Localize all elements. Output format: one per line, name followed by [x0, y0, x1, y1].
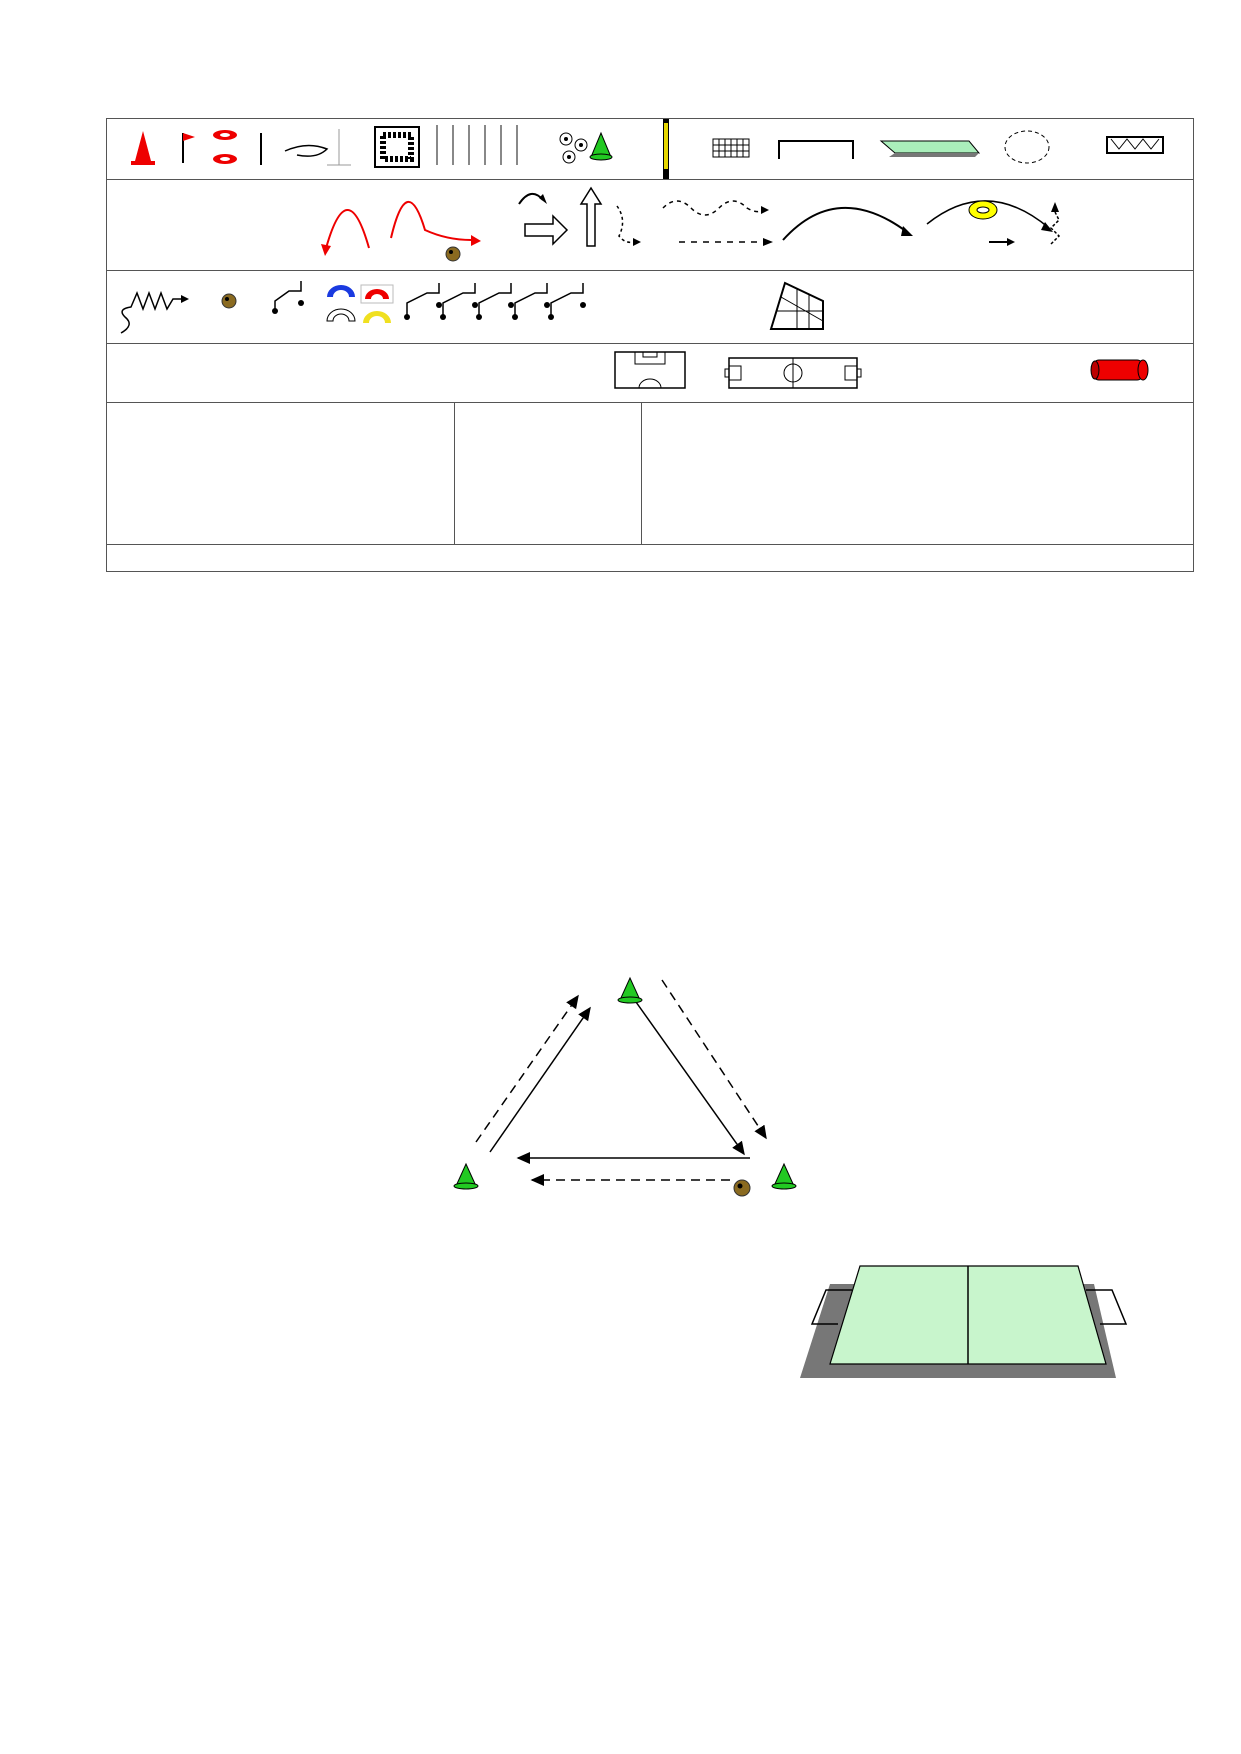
corner-flag-icon: [183, 133, 195, 163]
yellow-pole-icon: [663, 119, 669, 179]
net-icon: [713, 139, 749, 157]
line-icons: [107, 180, 1193, 270]
info-col-trainer: [107, 403, 455, 544]
legend-row-equipment: [107, 119, 1193, 180]
training-info: [107, 403, 1193, 545]
cone-icon: [131, 131, 155, 165]
mannequin-wall-icon: [375, 127, 419, 167]
hurdle-icon: [285, 145, 327, 156]
rebounder-net-icon: [771, 283, 823, 329]
outline-arrow-right-icon: [525, 216, 567, 244]
yellow-dome-icon: [363, 311, 391, 323]
dashed-wave-icon: [663, 201, 763, 215]
full-pitch-icon: [725, 358, 861, 388]
dotted-hook-icon: [617, 206, 635, 242]
small-sided-game-field: [790, 1262, 1140, 1392]
zone-circle-icon: [1005, 131, 1049, 163]
pass-arc-icon: [783, 208, 907, 240]
triangle-drill-diagram: [440, 940, 880, 1210]
ball-icon: [222, 294, 236, 308]
cone-icon: [618, 978, 642, 1003]
player-icons: [107, 271, 1193, 343]
speed-ladder-icon: [437, 125, 517, 165]
white-dome-icon: [327, 309, 355, 321]
dotted-up-arrow-icon: [1051, 212, 1059, 244]
lob-arc-icon: [325, 210, 369, 252]
tunnel-tube-icon: [1091, 360, 1148, 380]
marker-disc-icon: [213, 130, 237, 164]
info-col-material: [642, 403, 1193, 544]
run-arrow-c-to-a: [662, 980, 766, 1138]
coaching-guidelines: [107, 545, 1193, 571]
info-col-group: [455, 403, 642, 544]
ball-icon: [446, 247, 460, 261]
ball-icon: [734, 1180, 750, 1196]
legend-row-players: [107, 271, 1193, 344]
legend-row-lines: [107, 180, 1193, 271]
pass-arrow-c-to-a: [636, 1002, 744, 1154]
goal-icon: [779, 141, 853, 159]
kit-icons: [107, 344, 1193, 402]
stake-icon: [327, 129, 351, 165]
outline-arrow-up-icon: [581, 188, 601, 246]
cone-icon: [454, 1164, 478, 1189]
pass-arrow-b-to-c: [490, 1008, 590, 1152]
blue-dome-icon: [327, 285, 355, 297]
half-pitch-icon: [615, 352, 685, 388]
field-icon: [881, 141, 979, 157]
lob-dribble-arc-icon: [391, 202, 471, 240]
balls-and-cone-icon: [560, 133, 612, 163]
turn-arrow-icon: [519, 194, 543, 204]
hurdle-series-icon: [407, 283, 583, 317]
zigzag-dribble-icon: [121, 293, 181, 333]
equipment-icons: [107, 119, 1193, 179]
small-hurdle-icon: [275, 281, 301, 311]
run-arrow-b-to-c: [476, 996, 578, 1142]
cone-icon: [772, 1164, 796, 1189]
legend-row-kits: [107, 344, 1193, 403]
big-goal-icon: [1107, 137, 1163, 153]
symbol-legend-table: [106, 118, 1194, 572]
